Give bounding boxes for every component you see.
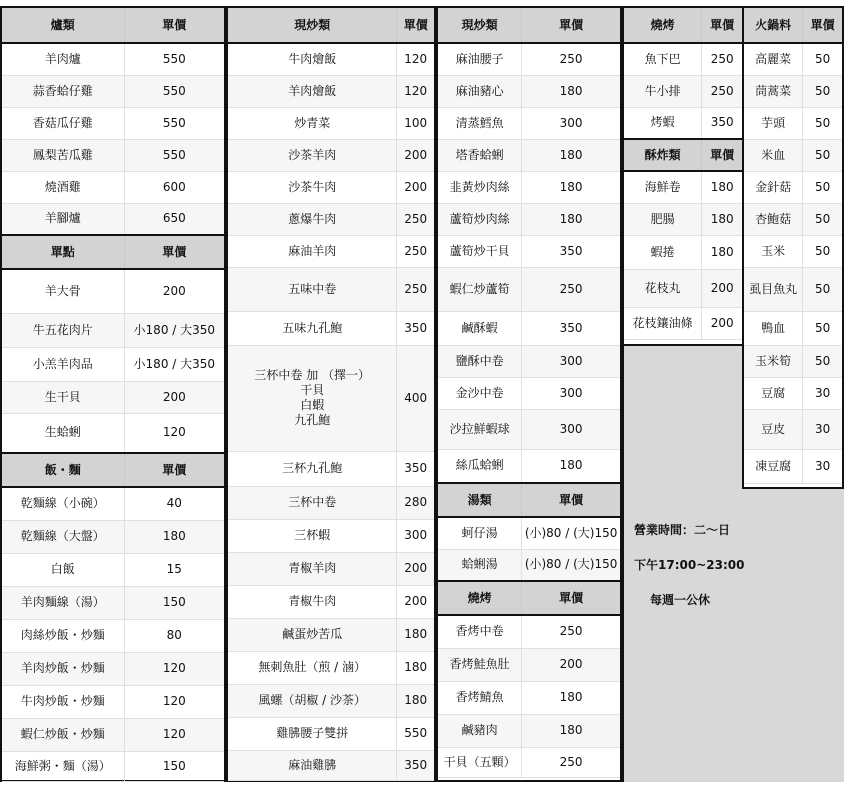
menu-row bbox=[2, 520, 224, 553]
item-price: 200 bbox=[702, 269, 742, 307]
item-price: 100 bbox=[397, 107, 434, 139]
business-hours-panel-lower bbox=[742, 489, 844, 782]
item-name: 五味九孔鮑 bbox=[228, 311, 397, 345]
item-name: 牛五花肉片 bbox=[2, 313, 124, 347]
item-name: 蚵仔湯 bbox=[438, 517, 522, 549]
item-price: 180 bbox=[522, 139, 620, 171]
item-price: 180 bbox=[522, 171, 620, 203]
menu-row bbox=[438, 648, 620, 681]
menu-row bbox=[228, 552, 434, 585]
menu-row bbox=[438, 235, 620, 267]
item-name: 雞胇腰子雙拼 bbox=[228, 717, 397, 750]
header-category: 單點 bbox=[2, 235, 124, 269]
menu-row bbox=[438, 75, 620, 107]
item-name: 青椒牛肉 bbox=[228, 585, 397, 618]
menu-row bbox=[228, 651, 434, 684]
item-price: 550 bbox=[124, 43, 224, 75]
menu-row bbox=[228, 235, 434, 267]
menu-row bbox=[228, 267, 434, 311]
menu-row bbox=[228, 717, 434, 750]
item-name: 風螺（胡椒 / 沙茶） bbox=[228, 684, 397, 717]
item-name: 三杯中卷 加 （擇一） 干貝 白蝦 九孔鮑 bbox=[228, 345, 397, 451]
item-price: 300 bbox=[522, 345, 620, 377]
header-category: 湯類 bbox=[438, 483, 522, 517]
menu-row bbox=[228, 750, 434, 780]
item-name: 干貝（五顆） bbox=[438, 747, 522, 777]
header-price: 單價 bbox=[124, 8, 224, 43]
section-header bbox=[2, 8, 224, 43]
menu-row bbox=[744, 43, 842, 75]
business-hours-label: 營業時間：二～日 bbox=[634, 523, 731, 537]
item-name: 生蛤蜊 bbox=[2, 413, 124, 453]
header-price: 單價 bbox=[397, 8, 434, 43]
menu-row bbox=[228, 171, 434, 203]
col4-table bbox=[624, 8, 742, 340]
item-name: 虱目魚丸 bbox=[744, 267, 803, 311]
menu-row bbox=[744, 107, 842, 139]
menu-row bbox=[228, 618, 434, 651]
menu-row bbox=[438, 549, 620, 581]
menu-row bbox=[228, 585, 434, 618]
item-name: 三杯蝦 bbox=[228, 519, 397, 552]
menu-row bbox=[438, 267, 620, 311]
col5-table bbox=[744, 8, 842, 484]
menu-row bbox=[744, 171, 842, 203]
menu-row bbox=[2, 619, 224, 652]
item-name: 玉米 bbox=[744, 235, 803, 267]
item-name: 烤蝦 bbox=[624, 107, 702, 139]
item-name: 麻油豬心 bbox=[438, 75, 522, 107]
menu-row bbox=[744, 345, 842, 377]
menu-row bbox=[228, 451, 434, 486]
menu-row bbox=[744, 311, 842, 345]
section-header bbox=[624, 139, 742, 171]
menu-row bbox=[624, 203, 742, 235]
item-name: 沙拉鮮蝦球 bbox=[438, 409, 522, 449]
item-price: 250 bbox=[522, 43, 620, 75]
section-header bbox=[438, 581, 620, 615]
item-price: 200 bbox=[397, 139, 434, 171]
menu-row bbox=[2, 413, 224, 453]
menu-row bbox=[228, 75, 434, 107]
item-price: 小180 / 大350 bbox=[124, 347, 224, 381]
item-name: 鹽酥中卷 bbox=[438, 345, 522, 377]
item-price: 120 bbox=[397, 75, 434, 107]
item-name: 清蒸鱈魚 bbox=[438, 107, 522, 139]
item-name: 玉米筍 bbox=[744, 345, 803, 377]
item-name: 三杯中卷 bbox=[228, 486, 397, 519]
item-name: 牛小排 bbox=[624, 75, 702, 107]
item-price: 400 bbox=[397, 345, 434, 451]
item-price: 200 bbox=[702, 307, 742, 339]
menu-row bbox=[744, 139, 842, 171]
menu-row bbox=[624, 235, 742, 269]
item-price: 350 bbox=[522, 311, 620, 345]
item-name: 海鮮卷 bbox=[624, 171, 702, 203]
header-price: 單價 bbox=[702, 139, 742, 171]
item-price: 30 bbox=[803, 449, 842, 483]
menu-row bbox=[624, 307, 742, 339]
item-name: 鹹酥蝦 bbox=[438, 311, 522, 345]
item-price: 180 bbox=[397, 651, 434, 684]
item-price: 200 bbox=[397, 585, 434, 618]
item-price: 200 bbox=[522, 648, 620, 681]
item-name: 鹹豬肉 bbox=[438, 714, 522, 747]
section-header bbox=[2, 453, 224, 487]
menu-row bbox=[438, 681, 620, 714]
menu-row bbox=[2, 139, 224, 171]
item-price: 250 bbox=[522, 615, 620, 648]
item-name: 鳳梨苦瓜雞 bbox=[2, 139, 124, 171]
item-price: 180 bbox=[397, 618, 434, 651]
item-price: 120 bbox=[124, 413, 224, 453]
item-name: 蘆筍炒肉絲 bbox=[438, 203, 522, 235]
item-price: 200 bbox=[124, 269, 224, 313]
item-name: 鹹蛋炒苦瓜 bbox=[228, 618, 397, 651]
header-price: 單價 bbox=[702, 8, 742, 43]
item-name: 生干貝 bbox=[2, 381, 124, 413]
item-price: 50 bbox=[803, 311, 842, 345]
item-name: 杏鮑菇 bbox=[744, 203, 803, 235]
item-name: 沙茶羊肉 bbox=[228, 139, 397, 171]
menu-row bbox=[744, 377, 842, 409]
menu-row bbox=[438, 377, 620, 409]
menu-row bbox=[744, 267, 842, 311]
col3-table bbox=[438, 8, 620, 778]
menu-row bbox=[438, 449, 620, 483]
item-price: 80 bbox=[124, 619, 224, 652]
col2-table bbox=[228, 8, 434, 781]
item-price: 120 bbox=[124, 718, 224, 751]
item-name: 麻油腰子 bbox=[438, 43, 522, 75]
item-name: 米血 bbox=[744, 139, 803, 171]
item-price: 180 bbox=[702, 171, 742, 203]
item-price: 200 bbox=[397, 171, 434, 203]
item-price: 300 bbox=[397, 519, 434, 552]
item-price: 250 bbox=[702, 75, 742, 107]
item-price: 550 bbox=[397, 717, 434, 750]
item-price: 50 bbox=[803, 171, 842, 203]
item-price: 250 bbox=[522, 747, 620, 777]
header-category: 燒烤 bbox=[438, 581, 522, 615]
item-name: 五味中卷 bbox=[228, 267, 397, 311]
menu-row bbox=[624, 107, 742, 139]
item-price: 350 bbox=[397, 311, 434, 345]
menu-row bbox=[2, 652, 224, 685]
menu-row bbox=[438, 311, 620, 345]
item-price: 180 bbox=[522, 75, 620, 107]
menu-row bbox=[228, 519, 434, 552]
item-name: 無刺魚肚（煎 / 滷） bbox=[228, 651, 397, 684]
item-name: 三杯九孔鮑 bbox=[228, 451, 397, 486]
item-name: 白飯 bbox=[2, 553, 124, 586]
section-header bbox=[624, 8, 742, 43]
menu-row bbox=[438, 107, 620, 139]
item-price: 50 bbox=[803, 139, 842, 171]
item-price: 350 bbox=[397, 750, 434, 780]
item-name: 香烤鯖魚 bbox=[438, 681, 522, 714]
menu-row bbox=[228, 311, 434, 345]
item-price: 180 bbox=[522, 203, 620, 235]
header-category: 燒烤 bbox=[624, 8, 702, 43]
header-category: 現炒類 bbox=[228, 8, 397, 43]
menu-row bbox=[744, 409, 842, 449]
item-price: 50 bbox=[803, 203, 842, 235]
item-name: 韭黃炒肉絲 bbox=[438, 171, 522, 203]
menu-row bbox=[228, 139, 434, 171]
header-category: 酥炸類 bbox=[624, 139, 702, 171]
item-name: 金針菇 bbox=[744, 171, 803, 203]
item-name: 高麗菜 bbox=[744, 43, 803, 75]
item-price: 180 bbox=[522, 714, 620, 747]
item-name: 羊肉燴飯 bbox=[228, 75, 397, 107]
menu-row bbox=[228, 684, 434, 717]
item-price: 50 bbox=[803, 235, 842, 267]
item-price: 180 bbox=[702, 203, 742, 235]
item-name: 乾麵線（小碗） bbox=[2, 487, 124, 520]
header-category: 現炒類 bbox=[438, 8, 522, 43]
menu-row bbox=[438, 345, 620, 377]
item-name: 肉絲炒飯・炒麵 bbox=[2, 619, 124, 652]
item-price: 650 bbox=[124, 203, 224, 235]
item-name: 茼蒿菜 bbox=[744, 75, 803, 107]
item-name: 香菇瓜仔雞 bbox=[2, 107, 124, 139]
menu-row bbox=[438, 615, 620, 648]
menu-column-3 bbox=[436, 6, 622, 782]
item-name: 金沙中卷 bbox=[438, 377, 522, 409]
item-price: 250 bbox=[702, 43, 742, 75]
menu-row bbox=[624, 269, 742, 307]
section-header bbox=[228, 8, 434, 43]
menu-row bbox=[438, 714, 620, 747]
item-price: 150 bbox=[124, 586, 224, 619]
item-name: 花枝鑲油條 bbox=[624, 307, 702, 339]
item-price: 180 bbox=[522, 449, 620, 483]
item-name: 牛肉燴飯 bbox=[228, 43, 397, 75]
menu-column-2 bbox=[226, 6, 436, 782]
menu-row bbox=[2, 751, 224, 781]
item-price: 15 bbox=[124, 553, 224, 586]
menu-row bbox=[2, 203, 224, 235]
menu-row bbox=[2, 685, 224, 718]
item-price: 180 bbox=[522, 681, 620, 714]
menu-row bbox=[2, 107, 224, 139]
item-name: 凍豆腐 bbox=[744, 449, 803, 483]
item-price: (小)80 / (大)150 bbox=[522, 549, 620, 581]
item-name: 羊大骨 bbox=[2, 269, 124, 313]
item-price: 50 bbox=[803, 107, 842, 139]
header-category: 爐類 bbox=[2, 8, 124, 43]
menu-row bbox=[2, 718, 224, 751]
item-price: 350 bbox=[522, 235, 620, 267]
item-price: 180 bbox=[124, 520, 224, 553]
menu-row bbox=[2, 43, 224, 75]
item-name: 乾麵線（大盤） bbox=[2, 520, 124, 553]
item-price: 250 bbox=[397, 235, 434, 267]
col1-table bbox=[2, 8, 224, 782]
menu-column-5 bbox=[742, 6, 844, 489]
section-header bbox=[2, 235, 224, 269]
header-price: 單價 bbox=[522, 8, 620, 43]
item-price: 120 bbox=[124, 685, 224, 718]
item-name: 羊肉炒飯・炒麵 bbox=[2, 652, 124, 685]
item-price: 250 bbox=[397, 203, 434, 235]
item-price: 550 bbox=[124, 107, 224, 139]
item-price: 250 bbox=[522, 267, 620, 311]
menu-row bbox=[438, 203, 620, 235]
item-name: 蔥爆牛肉 bbox=[228, 203, 397, 235]
item-name: 花枝丸 bbox=[624, 269, 702, 307]
menu-row bbox=[2, 269, 224, 313]
menu-row bbox=[228, 43, 434, 75]
menu-row bbox=[438, 43, 620, 75]
menu-row bbox=[2, 171, 224, 203]
header-price: 單價 bbox=[124, 235, 224, 269]
menu-row bbox=[438, 517, 620, 549]
item-name: 炒青菜 bbox=[228, 107, 397, 139]
item-price: 50 bbox=[803, 345, 842, 377]
business-hours-time: 下午17:00~23:00 bbox=[634, 558, 745, 572]
item-price: 30 bbox=[803, 377, 842, 409]
item-name: 羊腳爐 bbox=[2, 203, 124, 235]
item-price: 小180 / 大350 bbox=[124, 313, 224, 347]
item-name: 麻油羊肉 bbox=[228, 235, 397, 267]
header-price: 單價 bbox=[522, 483, 620, 517]
item-price: 300 bbox=[522, 107, 620, 139]
item-name: 芋頭 bbox=[744, 107, 803, 139]
item-name: 麻油雞胇 bbox=[228, 750, 397, 780]
menu-row bbox=[2, 553, 224, 586]
item-name: 蒜香蛤仔雞 bbox=[2, 75, 124, 107]
menu-row bbox=[624, 43, 742, 75]
header-price: 單價 bbox=[803, 8, 842, 43]
menu-row bbox=[744, 449, 842, 483]
item-price: 550 bbox=[124, 139, 224, 171]
item-name: 香烤鮭魚肚 bbox=[438, 648, 522, 681]
menu-column-1 bbox=[0, 6, 226, 782]
item-name: 豆皮 bbox=[744, 409, 803, 449]
item-price: 50 bbox=[803, 267, 842, 311]
item-name: 蛤蜊湯 bbox=[438, 549, 522, 581]
item-price: 180 bbox=[702, 235, 742, 269]
header-category: 飯・麵 bbox=[2, 453, 124, 487]
closed-day-note: 每週一公休 bbox=[650, 593, 711, 607]
menu-row bbox=[624, 171, 742, 203]
item-price: (小)80 / (大)150 bbox=[522, 517, 620, 549]
header-price: 單價 bbox=[522, 581, 620, 615]
item-name: 燒酒雞 bbox=[2, 171, 124, 203]
item-name: 絲瓜蛤蜊 bbox=[438, 449, 522, 483]
item-price: 250 bbox=[397, 267, 434, 311]
item-price: 200 bbox=[124, 381, 224, 413]
item-price: 180 bbox=[397, 684, 434, 717]
menu-row bbox=[624, 75, 742, 107]
header-price: 單價 bbox=[124, 453, 224, 487]
item-price: 350 bbox=[397, 451, 434, 486]
item-price: 120 bbox=[124, 652, 224, 685]
menu-row bbox=[438, 409, 620, 449]
item-name: 海鮮粥・麵（湯） bbox=[2, 751, 124, 781]
item-price: 150 bbox=[124, 751, 224, 781]
item-price: 50 bbox=[803, 43, 842, 75]
menu-row bbox=[228, 345, 434, 451]
menu-row bbox=[438, 139, 620, 171]
menu-row bbox=[2, 586, 224, 619]
item-name: 羊肉爐 bbox=[2, 43, 124, 75]
section-header bbox=[744, 8, 842, 43]
menu-row bbox=[2, 313, 224, 347]
menu-row bbox=[744, 75, 842, 107]
menu-row bbox=[228, 107, 434, 139]
menu-row bbox=[438, 747, 620, 777]
item-name: 小羔羊肉品 bbox=[2, 347, 124, 381]
item-name: 魚下巴 bbox=[624, 43, 702, 75]
menu-column-4 bbox=[622, 6, 744, 346]
item-name: 塔香蛤蜊 bbox=[438, 139, 522, 171]
item-name: 香烤中卷 bbox=[438, 615, 522, 648]
section-header bbox=[438, 8, 620, 43]
item-price: 120 bbox=[397, 43, 434, 75]
item-price: 30 bbox=[803, 409, 842, 449]
item-price: 50 bbox=[803, 75, 842, 107]
menu-row bbox=[2, 347, 224, 381]
item-price: 350 bbox=[702, 107, 742, 139]
item-name: 沙茶牛肉 bbox=[228, 171, 397, 203]
item-name: 蝦捲 bbox=[624, 235, 702, 269]
item-name: 蝦仁炒飯・炒麵 bbox=[2, 718, 124, 751]
item-price: 300 bbox=[522, 377, 620, 409]
header-category: 火鍋料 bbox=[744, 8, 803, 43]
item-name: 青椒羊肉 bbox=[228, 552, 397, 585]
item-name: 蘆筍炒干貝 bbox=[438, 235, 522, 267]
menu-row bbox=[2, 487, 224, 520]
item-price: 40 bbox=[124, 487, 224, 520]
item-price: 300 bbox=[522, 409, 620, 449]
menu-row bbox=[438, 171, 620, 203]
section-header bbox=[438, 483, 620, 517]
menu-row bbox=[228, 486, 434, 519]
item-price: 200 bbox=[397, 552, 434, 585]
menu-row bbox=[744, 203, 842, 235]
menu-row bbox=[228, 203, 434, 235]
menu-row bbox=[2, 75, 224, 107]
menu-row bbox=[2, 381, 224, 413]
item-name: 羊肉麵線（湯） bbox=[2, 586, 124, 619]
menu-row bbox=[744, 235, 842, 267]
item-name: 蝦仁炒蘆筍 bbox=[438, 267, 522, 311]
item-price: 550 bbox=[124, 75, 224, 107]
item-price: 600 bbox=[124, 171, 224, 203]
item-name: 豆腐 bbox=[744, 377, 803, 409]
item-name: 鴨血 bbox=[744, 311, 803, 345]
item-name: 肥腸 bbox=[624, 203, 702, 235]
item-price: 280 bbox=[397, 486, 434, 519]
item-name: 牛肉炒飯・炒麵 bbox=[2, 685, 124, 718]
